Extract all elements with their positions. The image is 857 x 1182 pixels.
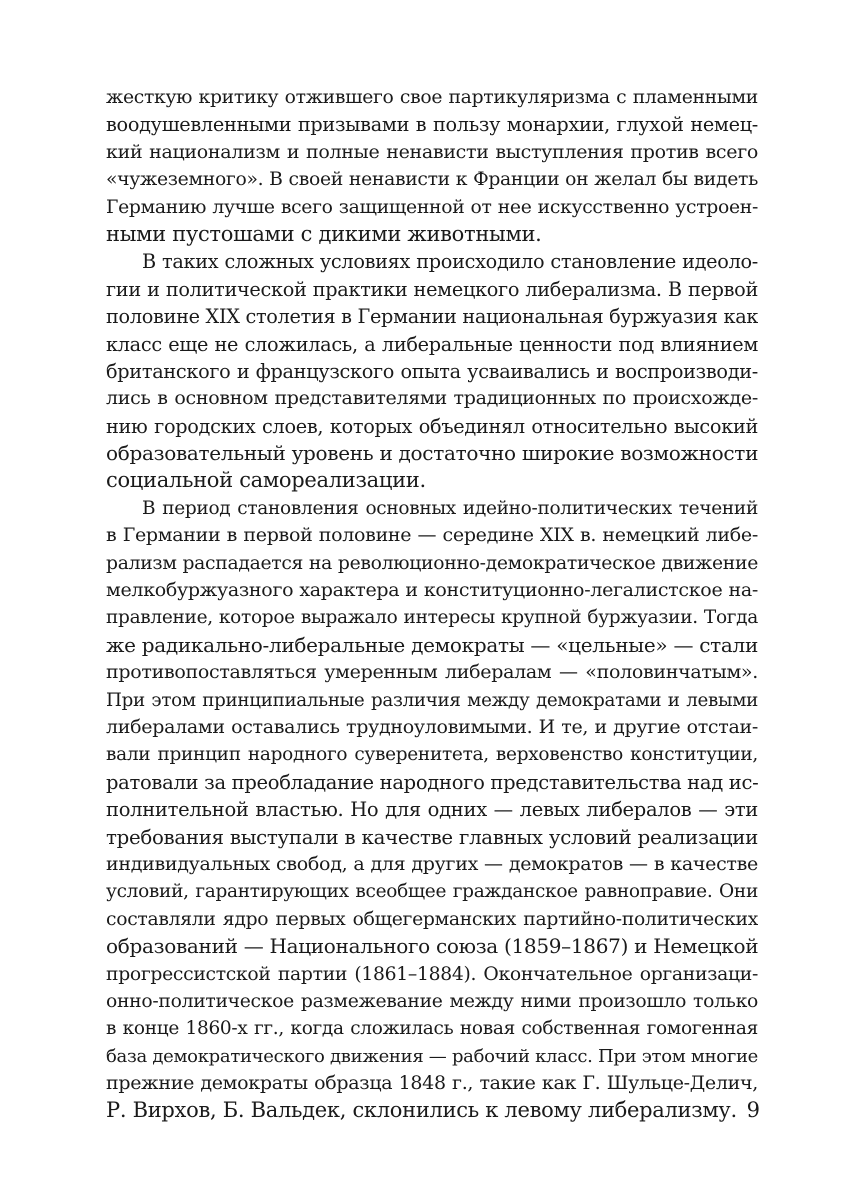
text-line: онно-политическое размежевание между ними произошло только (106, 990, 758, 1012)
text-line: В таких сложных условиях происходило становление идеоло- (142, 250, 758, 274)
text-line: вали принцип народного суверенитета, верховенство конституции, (106, 744, 758, 766)
text-line: прогрессистской партии (1861–1884). Окончательное организаци- (106, 963, 758, 985)
text-line: требования выступали в качестве главных условий реализации (106, 825, 758, 849)
text-line: индивидуальных свобод, а для других — демократов — в качестве (106, 852, 758, 875)
text-line: воодушевленными призывами в пользу монархии, глухой немец- (106, 113, 758, 137)
text-line: база демократического движения — рабочий класс. При этом многие (106, 1045, 758, 1067)
text-line: в Германии в первой половине — середине XIX в. немецкий либе- (106, 524, 758, 547)
page-number: 9 (746, 1098, 760, 1122)
text-line: условий, гарантирующих всеобщее гражданское равноправие. Они (106, 881, 758, 903)
text-line: в конце 1860-х гг., когда сложилась новая собственная гомогенная (106, 1018, 758, 1040)
paragraph-1 (106, 84, 758, 248)
text-line: жесткую критику отжившего свое партикуляризма с пламенными (106, 87, 758, 108)
text-line: прежние демократы образца 1848 г., такие как Г. Шульце-Делич, (106, 1072, 758, 1095)
text-line: кий национализм и полные ненависти выступления против всего (106, 140, 758, 163)
text-line: лись в основном представителями традиционных по происхожде- (106, 387, 758, 410)
text-line: либералами оставались трудноуловимыми. И те, и другие отстаи- (106, 715, 758, 738)
text-line: правление, которое выражало интересы крупной буржуазии. Тогда (106, 607, 758, 629)
text-line: образовательный уровень и достаточно широкие возможности (106, 441, 758, 466)
page-body (106, 84, 758, 1125)
text-line: При этом принципиальные различия между демократами и левыми (106, 689, 758, 711)
text-line: ными пустошами с дикими животными. (106, 221, 542, 246)
text-line: образований — Национального союза (1859–1867) и Немецкой (106, 934, 758, 959)
text-line: рализм распадается на революционно-демократическое движение (106, 552, 758, 574)
text-line: В период становления основных идейно-политических течений (142, 497, 758, 519)
text-line: Германию лучше всего защищенной от нее искусственно устроен- (106, 196, 758, 218)
text-line: же радикально-либеральные демократы — «цельные» — стали (106, 632, 758, 657)
text-line: «чужеземного». В своей ненависти к Франции он желал бы видеть (106, 169, 758, 191)
text-line: мелкобуржуазного характера и конституционно-легалистское на- (106, 579, 758, 602)
text-line: класс еще не сложилась, а либеральные ценности под влиянием (106, 332, 758, 356)
text-line: Р. Вирхов, Б. Вальдек, склонились к левому либерализму. (106, 1098, 737, 1123)
text-line: противопоставляться умеренным либералам — «половинчатым». (106, 661, 758, 684)
text-line: половине XIX столетия в Германии национальная буржуазия как (106, 305, 758, 329)
text-line: британского и французского опыта усваивались и воспроизводи- (106, 359, 758, 383)
text-line: полнительной властью. Но для одних — левых либералов — эти (106, 798, 758, 822)
text-line: составляли ядро первых общегерманских партийно-политических (106, 908, 758, 930)
paragraph-3 (106, 495, 758, 1125)
text-line: ратовали за преобладание народного представительства над ис- (106, 770, 758, 794)
text-line: гии и политической практики немецкого либерализма. В первой (106, 277, 758, 301)
text-line: социальной самореализации. (106, 468, 426, 493)
paragraph-2 (106, 248, 758, 495)
text-line: нию городских слоев, которых объединял относительно высокий (106, 414, 758, 438)
